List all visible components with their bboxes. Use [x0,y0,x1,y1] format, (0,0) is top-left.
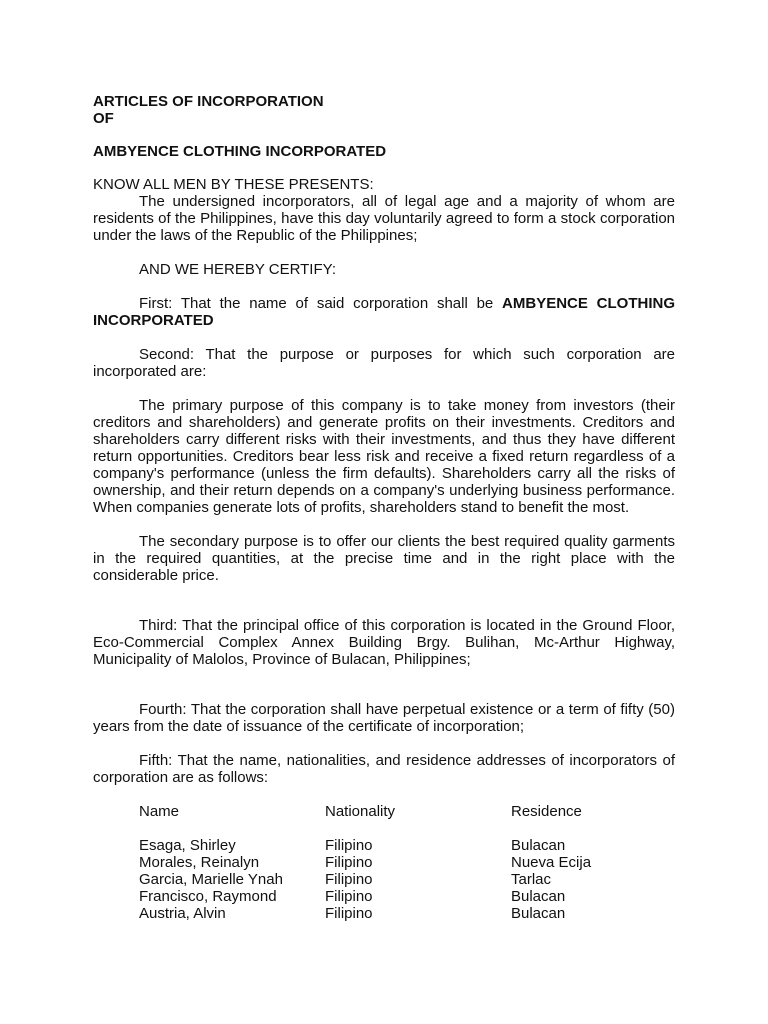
company-name-heading: AMBYENCE CLOTHING INCORPORATED [93,143,387,160]
incorporator-name: Austria, Alvin [139,905,226,922]
table-row [93,837,675,854]
incorporator-nationality: Filipino [325,837,373,854]
secondary-purpose-paragraph: The secondary purpose is to offer our clients the best required quality garments in the required quantities, at the precise time and in the right place with the considerable price. [93,533,675,584]
incorporator-nationality: Filipino [325,905,373,922]
header-nationality: Nationality [325,803,396,820]
header-residence: Residence [511,803,582,820]
incorporator-name: Garcia, Marielle Ynah [139,871,283,888]
incorporators-table [93,803,675,922]
incorporator-nationality: Filipino [325,888,373,905]
document-title-line1: ARTICLES OF INCORPORATION [93,93,324,110]
incorporator-name: Esaga, Shirley [139,837,236,854]
incorporator-residence: Bulacan [511,888,566,905]
first-article-text: First: That the name of said corporation shall be [139,295,503,312]
certify-line: AND WE HEREBY CERTIFY: [139,261,336,278]
incorporator-name: Morales, Reinalyn [139,854,260,871]
incorporator-name: Francisco, Raymond [139,888,277,905]
first-article [93,295,675,329]
document-page [93,93,675,922]
document-title-line2: OF [93,110,114,127]
fourth-article: Fourth: That the corporation shall have perpetual existence or a term of fifty (50) years from the date of issuance of the certificate of incorporation; [93,701,675,735]
incorporator-nationality: Filipino [325,854,373,871]
intro-paragraph: The undersigned incorporators, all of legal age and a majority of whom are residents of the Philippines, have this day voluntarily agreed to form a stock corporation under the laws of the Republic of the Philippines; [93,193,675,244]
fifth-article: Fifth: That the name, nationalities, and residence addresses of incorporators of corporation are as follows: [93,752,675,786]
incorporator-residence: Nueva Ecija [511,854,592,871]
incorporator-residence: Tarlac [511,871,552,888]
table-row [93,905,675,922]
table-row [93,871,675,888]
incorporator-nationality: Filipino [325,871,373,888]
table-row [93,888,675,905]
salutation: KNOW ALL MEN BY THESE PRESENTS: [93,176,374,193]
second-article: Second: That the purpose or purposes for which such corporation are incorporated are: [93,346,675,380]
third-article: Third: That the principal office of this corporation is located in the Ground Floor, Eco-Commercial Complex Annex Building Brgy. Bulihan, Mc-Arthur Highway, Municipality of Malolos, Province of Bulacan, Philippines; [93,617,675,668]
first-article-company-name: AMBYENCE CLOTHING INCORPORATED [93,295,675,329]
header-name: Name [139,803,180,820]
incorporator-residence: Bulacan [511,905,566,922]
table-header-row [93,803,675,820]
table-row [93,854,675,871]
primary-purpose-paragraph: The primary purpose of this company is to take money from investors (their creditors and shareholders) and generate profits on their investments. Creditors and shareholders carry different risks with their investments, and thus they have different return opportunities. Creditors bear less risk and receive a fixed return regardless of a company's performance (unless the firm defaults). Shareholders carry all the risks of ownership, and their return depends on a company's underlying business performance. When companies generate lots of profits, shareholders stand to benefit the most. [93,397,675,516]
incorporator-residence: Bulacan [511,837,566,854]
